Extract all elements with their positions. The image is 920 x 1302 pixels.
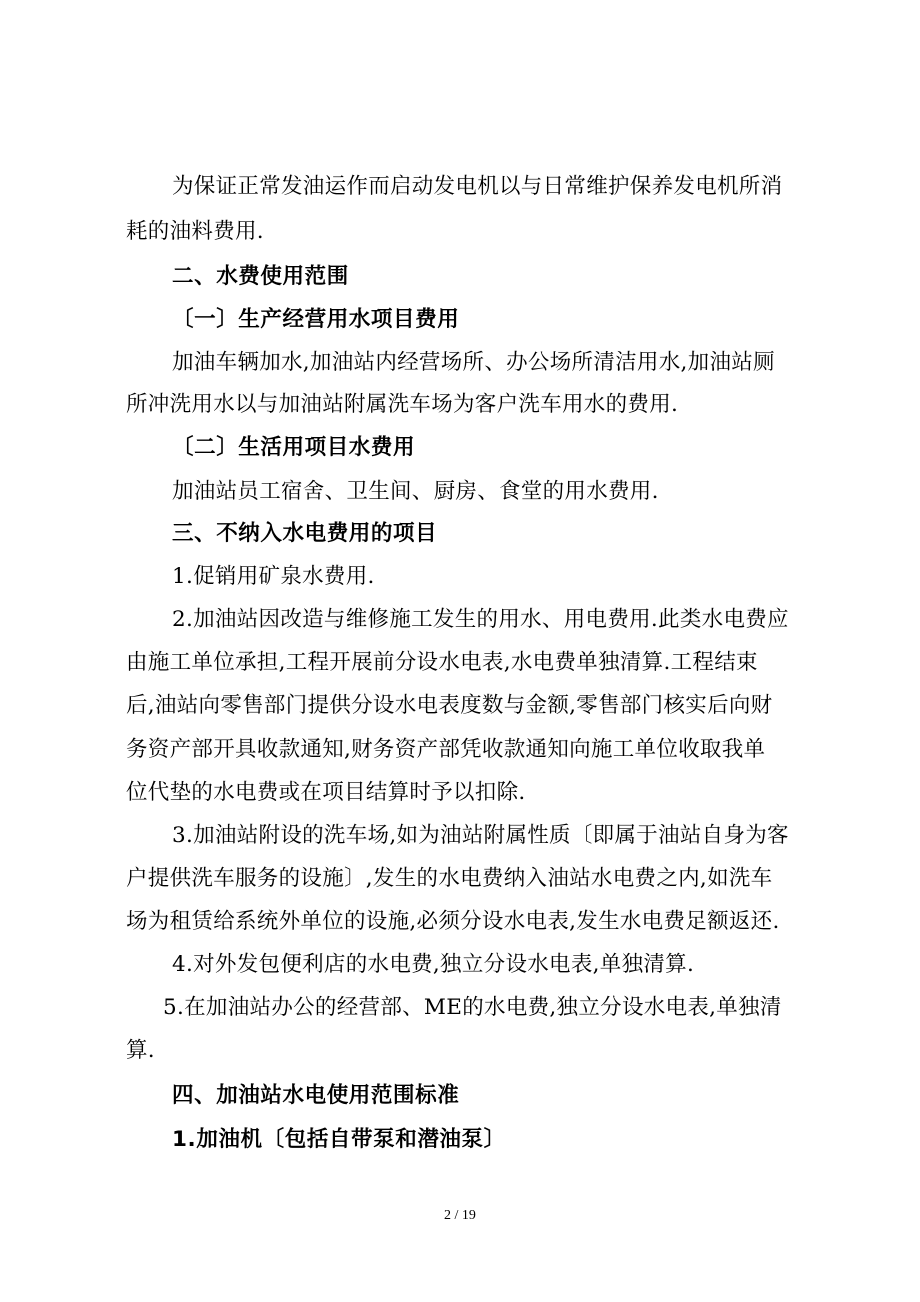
list-item: 1.促销用矿泉水费用. [172, 564, 375, 589]
list-item: 5.在加油站办公的经营部、ME的水电费,独立分设水电表,单独清 [163, 995, 782, 1020]
list-item: 3.加油站附设的洗车场,如为油站附属性质〔即属于油站自身为客 [172, 823, 789, 848]
paragraph-line: 后,油站向零售部门提供分设水电表度数与金额,零售部门核实后向财 [126, 693, 773, 718]
list-item: 4.对外发包便利店的水电费,独立分设水电表,单独清算. [172, 952, 695, 977]
subsection-heading: 〔一〕生产经营用水项目费用 [172, 307, 460, 332]
subsection-heading: 〔二〕生活用项目水费用 [172, 435, 416, 460]
page-number: 2 / 19 [444, 1208, 476, 1223]
paragraph-line: 算. [126, 1038, 155, 1063]
section-heading: 四、加油站水电使用范围标准 [172, 1083, 460, 1108]
paragraph-line: 场为租赁给系统外单位的设施,必须分设水电表,发生水电费足额返还. [126, 909, 780, 934]
paragraph-line: 所冲洗用水以与加油站附属洗车场为客户洗车用水的费用. [126, 392, 679, 417]
paragraph-line: 耗的油料费用. [126, 219, 264, 244]
paragraph-line: 为保证正常发油运作而启动发电机以与日常维护保养发电机所消 [172, 174, 783, 199]
section-heading: 二、水费使用范围 [172, 264, 349, 289]
section-heading: 三、不纳入水电费用的项目 [172, 521, 438, 546]
subsection-heading: 1.加油机〔包括自带泵和潜油泵〕 [172, 1127, 506, 1152]
paragraph-line: 由施工单位承担,工程开展前分设水电表,水电费单独清算.工程结束 [126, 650, 758, 675]
paragraph-line: 务资产部开具收款通知,财务资产部凭收款通知向施工单位收取我单 [126, 737, 766, 762]
paragraph-line: 加油车辆加水,加油站内经营场所、办公场所清洁用水,加油站厕 [172, 350, 775, 375]
list-item: 2.加油站因改造与维修施工发生的用水、用电费用.此类水电费应 [172, 607, 789, 632]
paragraph-line: 户提供洗车服务的设施〕,发生的水电费纳入油站水电费之内,如洗车 [126, 866, 773, 891]
paragraph-line: 位代垫的水电费或在项目结算时予以扣除. [126, 780, 526, 805]
paragraph-line: 加油站员工宿舍、卫生间、厨房、食堂的用水费用. [172, 479, 659, 504]
